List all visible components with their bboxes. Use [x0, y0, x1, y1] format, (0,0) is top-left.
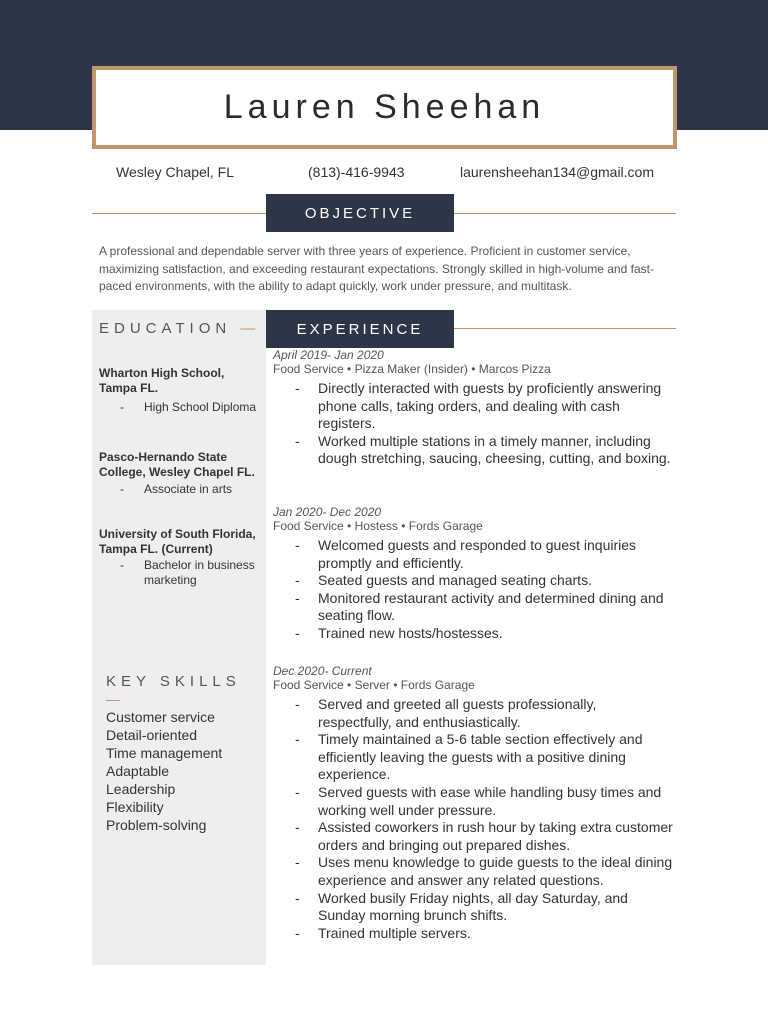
job-bullet-text: Trained multiple servers.: [318, 924, 471, 941]
degree-item: [99, 558, 259, 588]
job-bullet: - Seated guests and managed seating charts.: [273, 572, 673, 590]
job-bullet: - Directly interacted with guests by proficiently answering phone calls, taking orders, and dealing with cash registers.: [273, 380, 673, 433]
education-entry: [99, 366, 259, 415]
job-bullet-text: Directly interacted with guests by proficiently answering phone calls, taking orders, and dealing with cash registers.: [318, 380, 662, 432]
education-heading-dash: —: [240, 320, 256, 337]
degree-text: Bachelor in business marketing: [144, 558, 255, 587]
job-bullet: - Trained new hosts/hostesses.: [273, 625, 673, 643]
degree-text: High School Diploma: [144, 400, 257, 414]
job-date: April 2019- Jan 2020: [273, 348, 384, 362]
education-heading-label: EDUCATION: [99, 320, 232, 337]
objective-rule-right: [454, 213, 676, 214]
skill-item: Customer service: [106, 709, 215, 725]
contact-phone: (813)-416-9943: [308, 164, 405, 180]
contact-location: Wesley Chapel, FL: [116, 164, 235, 180]
education-entry: [99, 527, 259, 588]
degree-item: [99, 482, 259, 497]
skill-item: Leadership: [106, 781, 176, 797]
job-bullet-text: Assisted coworkers in rush hour by taking extra customer orders and bringing out prepared dishes.: [318, 819, 673, 853]
experience-heading: EXPERIENCE: [266, 310, 454, 348]
skill-item: Detail-oriented: [106, 727, 198, 743]
job-bullet: - Assisted coworkers in rush hour by taking extra customer orders and bringing out prepared dishes.: [295, 819, 673, 853]
objective-heading: OBJECTIVE: [266, 194, 454, 232]
experience-rule: [454, 328, 676, 329]
bullet-dash: -: [120, 482, 124, 496]
job-bullet-text: Trained new hosts/hostesses.: [318, 624, 503, 641]
skills-list: [106, 708, 222, 834]
degree-item: [99, 400, 259, 415]
job-bullet-text: Worked busily Friday nights, all day Saturday, and Sunday morning brunch shifts.: [318, 889, 628, 924]
objective-text: A professional and dependable server with three years of experience. Proficient in customer service, maximizing satisfaction, and exceeding restaurant expectations. Strongly skilled in high-volume and fast-paced environments, with the ability to adapt quickly, work under pressure, and multitask.: [99, 244, 654, 293]
name-box: [92, 66, 677, 149]
school-name: Wharton High School, Tampa FL.: [99, 366, 225, 395]
job-bullet-text: Served guests with ease while handling busy times and working well under pressure.: [318, 783, 662, 818]
person-name: Lauren Sheehan: [223, 88, 546, 126]
bullet-dash: -: [120, 400, 124, 414]
skill-item: Adaptable: [106, 763, 170, 779]
skills-heading-underline: [106, 700, 120, 701]
job-bullets: [273, 696, 673, 942]
contact-email: laurensheehan134@gmail.com: [460, 164, 654, 180]
job-date: Jan 2020- Dec 2020: [273, 505, 382, 519]
job-bullet: - Worked busily Friday nights, all day Saturday, and Sunday morning brunch shifts.: [273, 890, 673, 925]
bullet-dash: -: [120, 558, 124, 572]
degree-text: Associate in arts: [144, 482, 233, 496]
job-bullet: - Monitored restaurant activity and determined dining and seating flow.: [273, 590, 673, 625]
job-bullet: - Welcomed guests and responded to guest inquiries promptly and efficiently.: [273, 537, 673, 572]
education-entry: [99, 450, 259, 497]
job-bullet: - Timely maintained a 5-6 table section effectively and efficiently leaving the guests with a positive dining experience.: [273, 731, 673, 784]
job-bullet-text: Welcomed guests and responded to guest inquiries promptly and efficiently.: [318, 537, 637, 571]
job-bullet-text: Seated guests and managed seating charts.: [318, 572, 592, 589]
job-role: Food Service • Pizza Maker (Insider) • Marcos Pizza: [273, 362, 551, 376]
school-name: Pasco-Hernando State College, Wesley Chapel FL.: [99, 450, 255, 479]
job-bullets: [273, 537, 673, 643]
school-name: University of South Florida, Tampa FL. (Current): [99, 527, 256, 556]
job-bullet-text: Served and greeted all guests professionally, respectfully, and enthusiastically.: [318, 696, 597, 730]
job-bullet: - Trained multiple servers.: [273, 925, 673, 943]
skills-heading: KEY SKILLS: [106, 673, 241, 690]
job-entry: [273, 664, 673, 942]
job-date: Dec 2020- Current: [273, 664, 372, 678]
job-role: Food Service • Hostess • Fords Garage: [273, 519, 483, 533]
job-entry: [273, 348, 673, 468]
job-role: Food Service • Server • Fords Garage: [273, 678, 475, 692]
education-heading: [99, 320, 255, 337]
skill-item: Time management: [106, 745, 223, 761]
skill-item: Flexibility: [106, 799, 164, 815]
skill-item: Problem-solving: [106, 817, 207, 833]
job-bullet: - Worked multiple stations in a timely manner, including dough stretching, saucing, cheesing, cutting, and boxing.: [273, 433, 673, 468]
job-bullet-text: Worked multiple stations in a timely manner, including dough stretching, saucing, cheesing, cutting, and boxing.: [318, 432, 671, 467]
job-bullet: - Served and greeted all guests professionally, respectfully, and enthusiastically.: [273, 696, 673, 731]
job-bullet: - Uses menu knowledge to guide guests to the ideal dining experience and answer any related questions.: [295, 854, 673, 888]
job-bullet-text: Timely maintained a 5-6 table section effectively and efficiently leaving the guests with a positive dining experience.: [318, 731, 643, 783]
job-entry: [273, 505, 673, 643]
job-bullets: [273, 380, 673, 468]
objective-rule-left: [92, 213, 266, 214]
job-bullet-text: Monitored restaurant activity and determined dining and seating flow.: [318, 589, 664, 624]
job-bullet: - Served guests with ease while handling busy times and working well under pressure.: [273, 784, 673, 819]
job-bullet-text: Uses menu knowledge to guide guests to the ideal dining experience and answer any related questions.: [318, 854, 673, 888]
